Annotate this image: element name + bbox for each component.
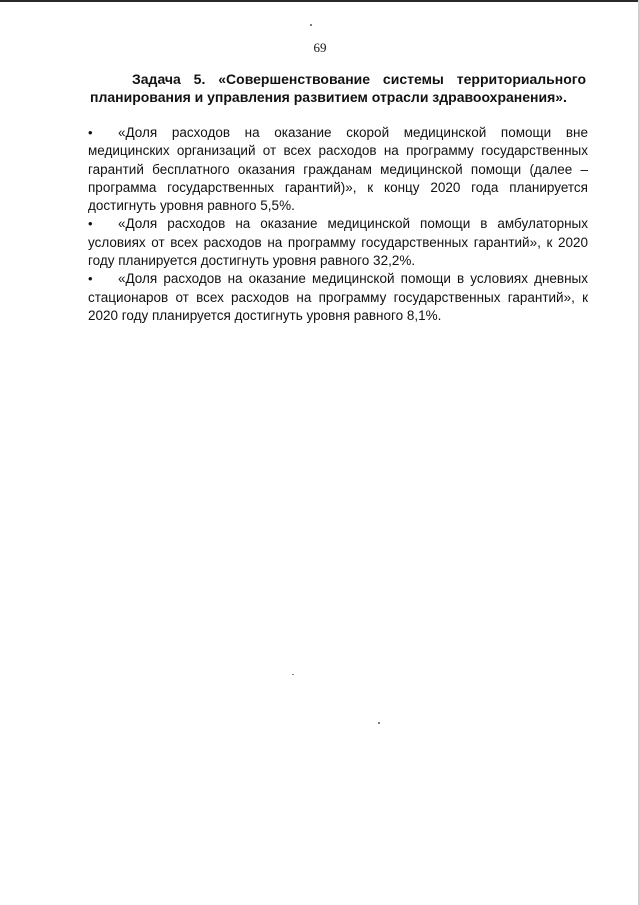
list-item-text: «Доля расходов на оказание медицинской помощи в условиях дневных стационаров от всех расходов на программу государственных гарантий», к 2020 году планируется достигнуть уровня равного 8,1%. xyxy=(88,271,588,323)
scan-edge-top xyxy=(0,0,640,2)
list-item-text: «Доля расходов на оказание медицинской помощи в амбулаторных условиях от всех расходов на программу государственных гарантий», к 2020 году планируется достигнуть уровня равного 32,2%. xyxy=(88,216,588,269)
list-item xyxy=(88,124,588,215)
bullet-icon: • xyxy=(88,271,93,287)
page-number: 69 xyxy=(313,40,327,55)
list-item-text: «Доля расходов на оказание скорой медицинской помощи вне медицинских организаций от всех расходов на программу государственных гарантий бесплатного оказания гражданам медицинской помощи (далее – программа государственных гарантий)», к концу 2020 года планируется достигнуть уровня равного 5,5%. xyxy=(88,125,588,214)
indicator-list xyxy=(88,124,588,325)
list-item xyxy=(88,215,588,270)
list-item xyxy=(88,270,588,325)
section-heading: Задача 5. «Совершенствование системы территориального планирования и управления развитием отрасли здравоохранения». xyxy=(90,71,586,105)
bullet-icon: • xyxy=(88,216,93,232)
scan-speck xyxy=(292,674,294,675)
scan-speck xyxy=(310,24,312,26)
bullet-icon: • xyxy=(88,125,93,140)
scan-speck xyxy=(378,722,380,724)
